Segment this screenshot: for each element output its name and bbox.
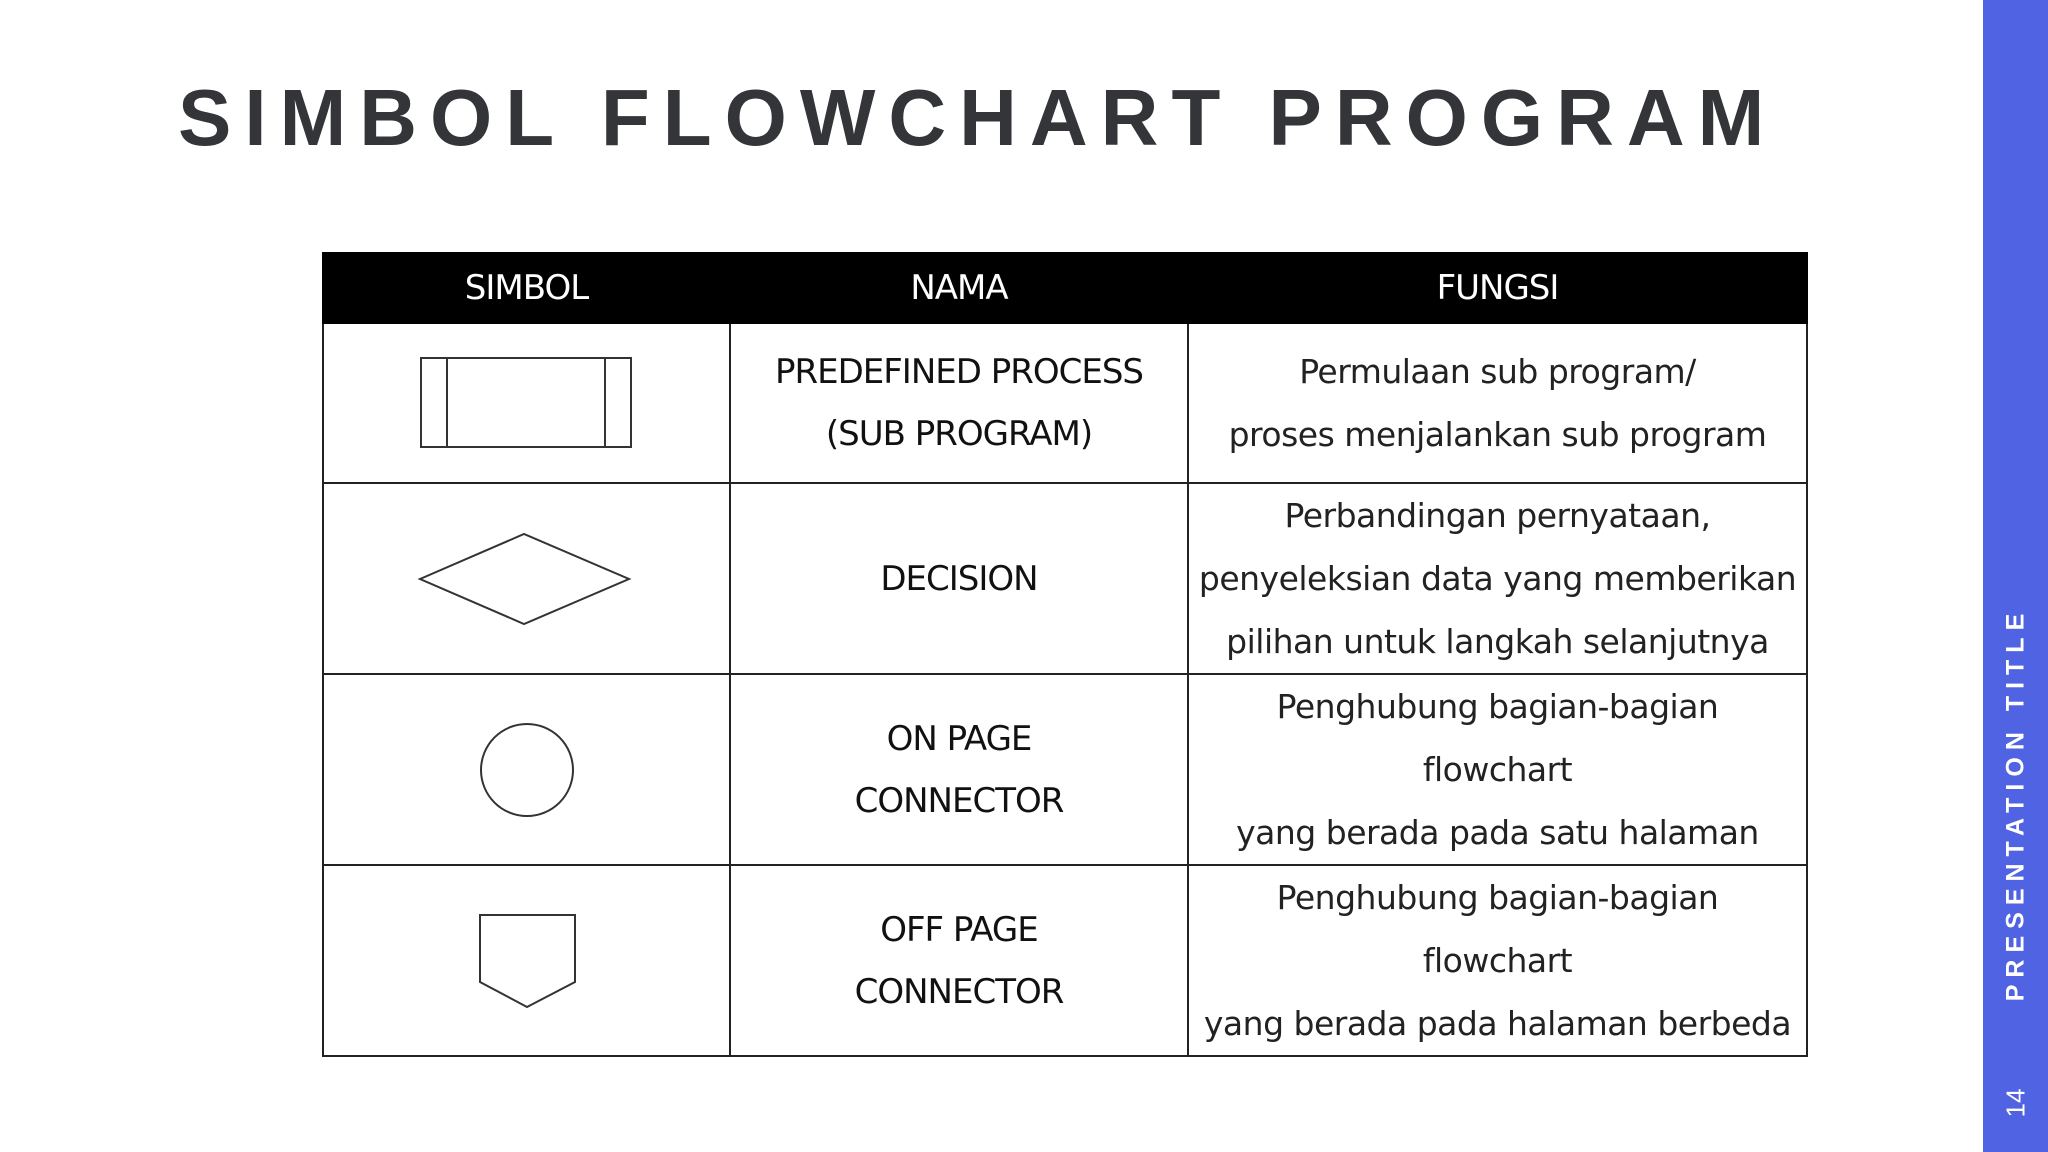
function-cell xyxy=(1188,865,1807,1056)
on-page-connector-icon xyxy=(417,720,637,820)
function-line: penyeleksian data yang memberikan xyxy=(1198,559,1797,598)
function-line: yang berada pada halaman berbeda xyxy=(1203,1004,1792,1043)
predefined-process-icon xyxy=(417,353,637,453)
name-line: DECISION xyxy=(880,558,1038,599)
header-function: FUNGSI xyxy=(1188,253,1807,323)
function-line: Permulaan sub program/ xyxy=(1299,352,1696,391)
decision-diamond-icon xyxy=(417,529,637,629)
function-line: pilihan untuk langkah selanjutnya xyxy=(1226,622,1769,661)
function-line: Penghubung bagian-bagian xyxy=(1276,878,1719,917)
header-name: NAMA xyxy=(730,253,1188,323)
name-line: CONNECTOR xyxy=(854,780,1064,821)
table-row xyxy=(323,865,1807,1056)
function-cell xyxy=(1188,483,1807,674)
table-row xyxy=(323,323,1807,483)
function-line: yang berada pada satu halaman xyxy=(1236,813,1759,852)
function-line: Perbandingan pernyataan, xyxy=(1284,496,1711,535)
table-row xyxy=(323,483,1807,674)
name-line: OFF PAGE xyxy=(880,909,1038,950)
function-line: flowchart xyxy=(1422,750,1573,789)
function-cell xyxy=(1188,323,1807,483)
function-line: proses menjalankan sub program xyxy=(1228,415,1767,454)
name-line: PREDEFINED PROCESS xyxy=(774,352,1144,392)
side-accent-bar xyxy=(1983,0,2048,1152)
name-line: ON PAGE xyxy=(886,718,1032,759)
slide-title: SIMBOL FLOWCHART PROGRAM xyxy=(178,73,1778,162)
symbol-cell xyxy=(323,323,730,483)
name-line: (SUB PROGRAM) xyxy=(825,414,1093,454)
symbol-cell xyxy=(323,865,730,1056)
flowchart-symbol-table xyxy=(322,252,1808,1057)
table-row xyxy=(323,674,1807,865)
presentation-title-label: PRESENTATION TITLE xyxy=(2001,606,2029,1002)
name-cell xyxy=(730,323,1188,483)
off-page-connector-icon xyxy=(417,911,637,1011)
function-line: Penghubung bagian-bagian xyxy=(1276,687,1719,726)
name-line: CONNECTOR xyxy=(854,971,1064,1012)
name-cell xyxy=(730,674,1188,865)
header-symbol: SIMBOL xyxy=(323,253,730,323)
symbol-cell xyxy=(323,674,730,865)
function-line: flowchart xyxy=(1422,941,1573,980)
table-header-row xyxy=(323,253,1807,323)
symbol-cell xyxy=(323,483,730,674)
page-number: 14 xyxy=(2000,1088,2030,1118)
function-cell xyxy=(1188,674,1807,865)
name-cell xyxy=(730,865,1188,1056)
name-cell xyxy=(730,483,1188,674)
